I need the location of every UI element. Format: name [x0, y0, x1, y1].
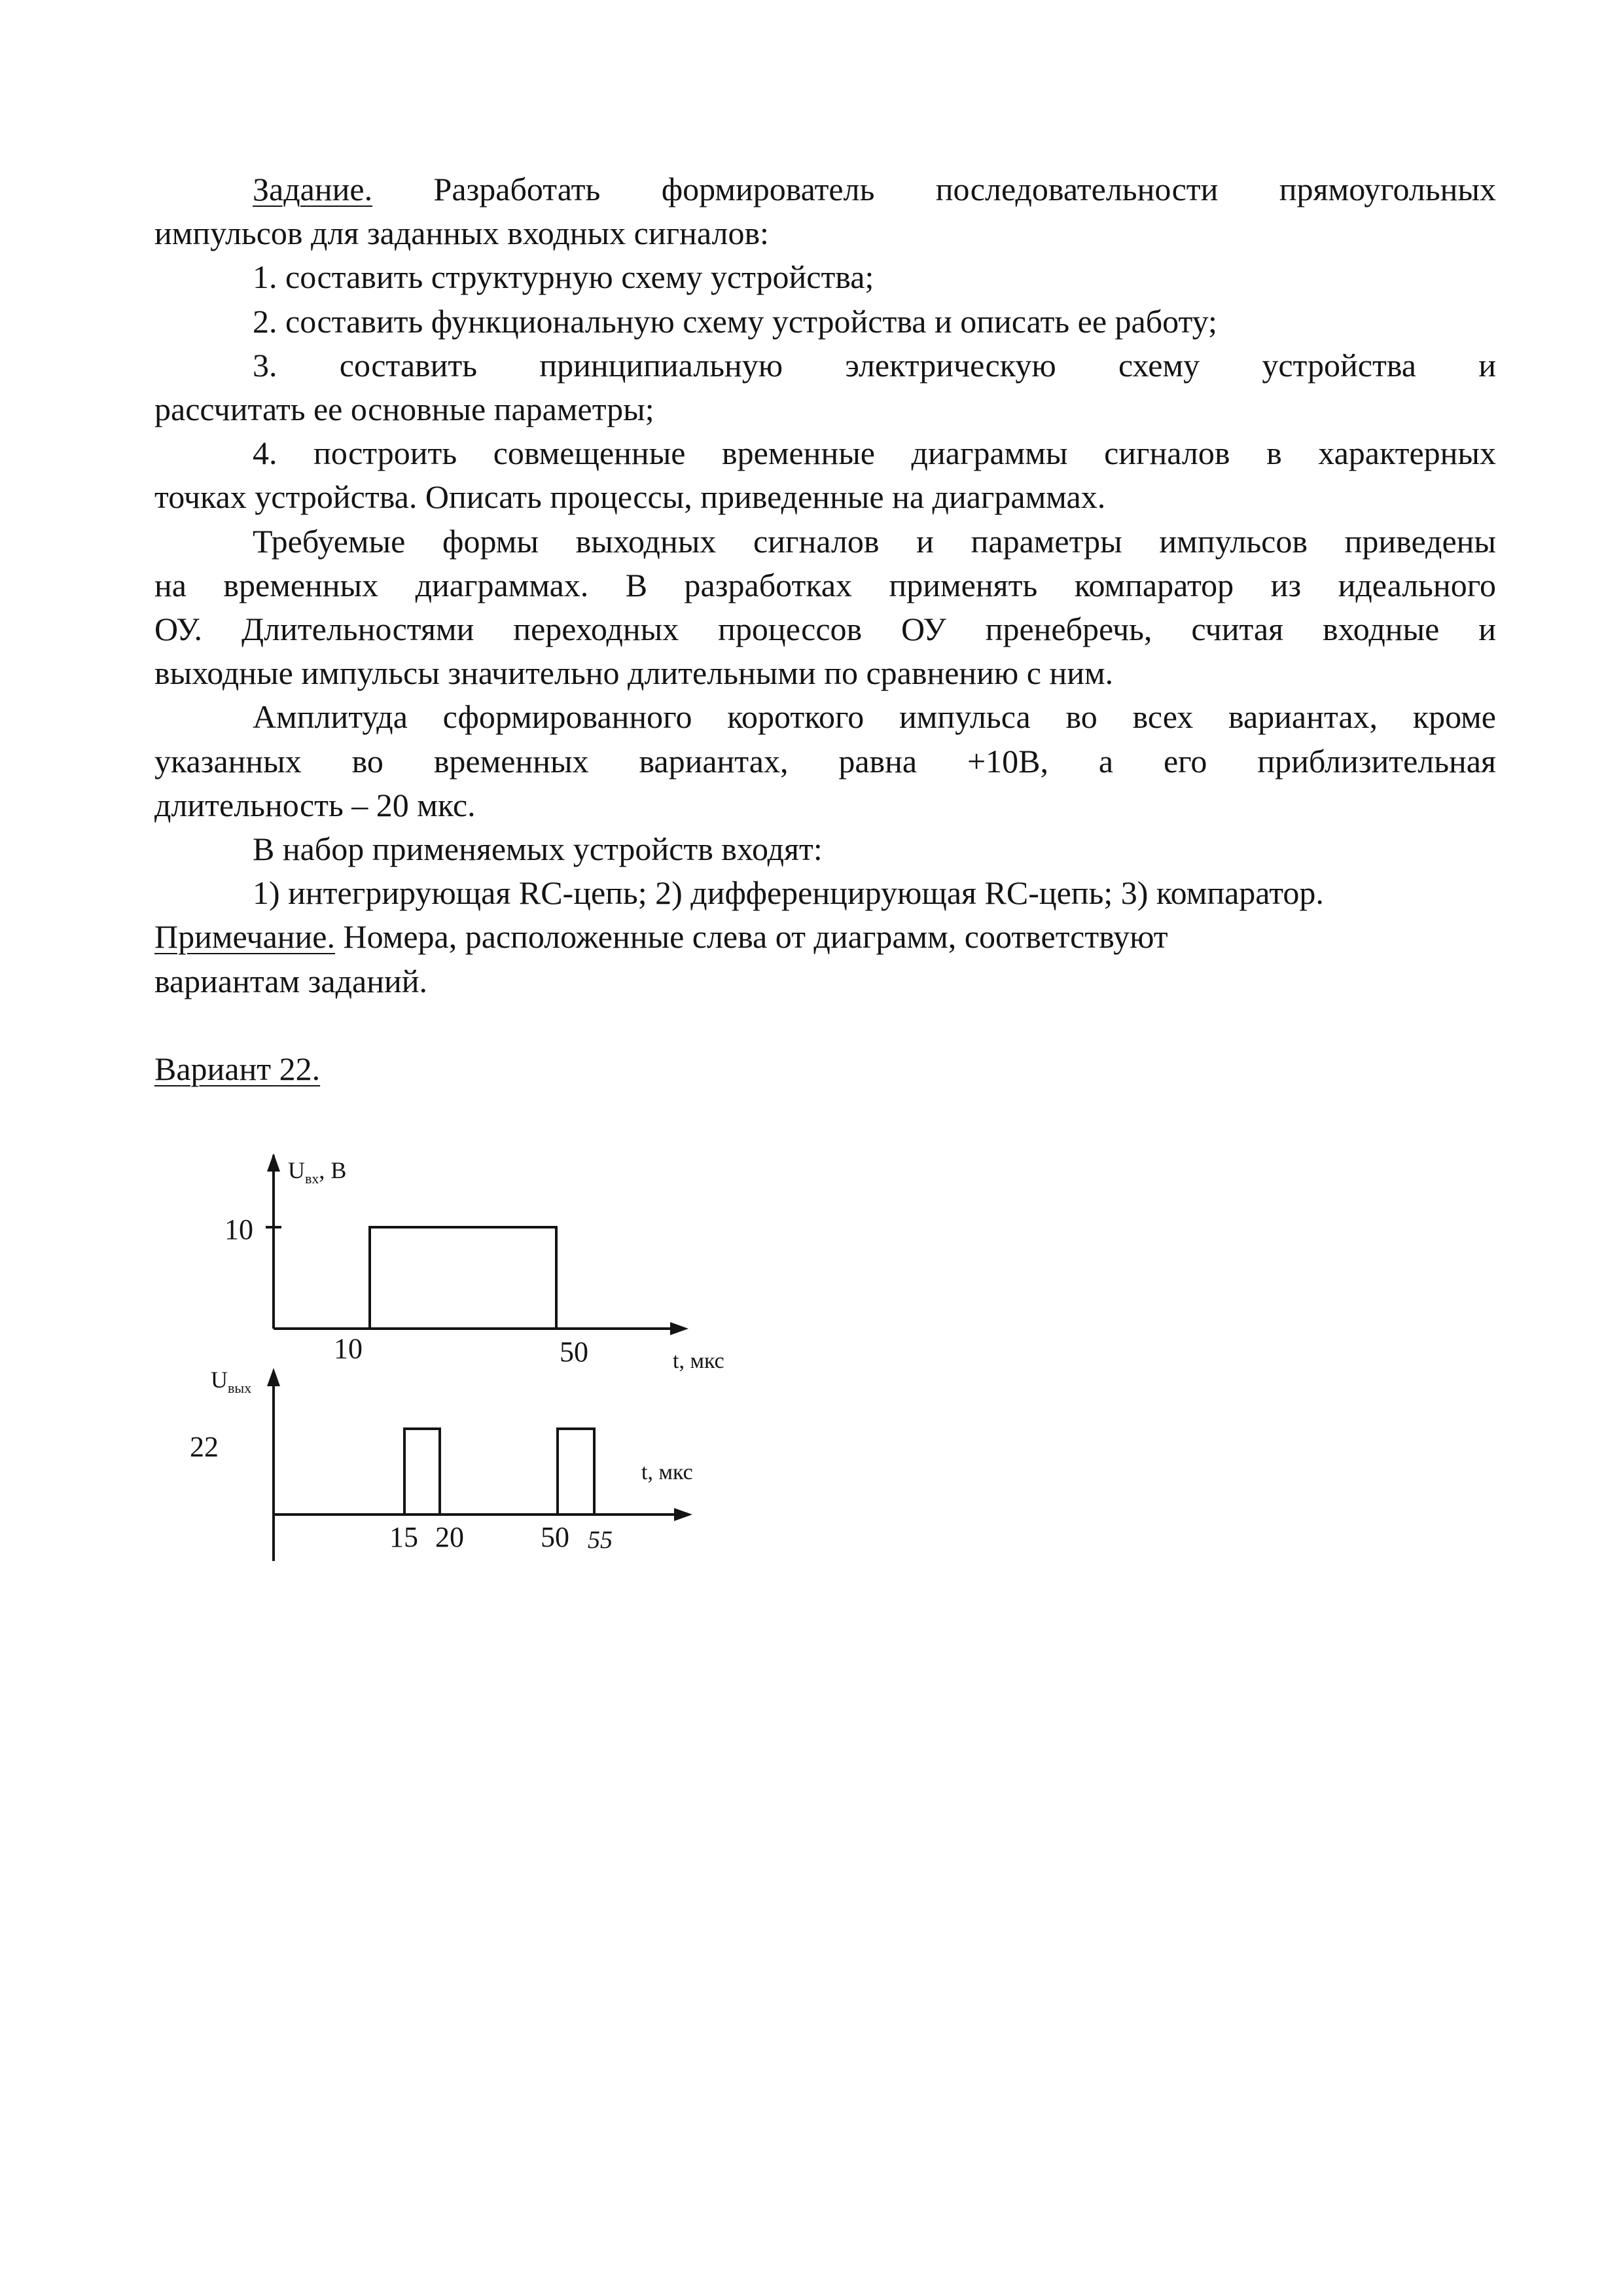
para-amp-line-2: указанных во временных вариантах, равна +10В, а его приблизительная [154, 742, 1496, 780]
para-amp-line-1: Амплитуда сформированного короткого импульса во всех вариантах, кроме [253, 698, 1496, 736]
para-forms-line-4: выходные импульсы значительно длительными по сравнению с ним. [154, 655, 1114, 692]
task-step-1: 1. составить структурную схему устройства; [253, 259, 874, 296]
output-x-tick-15: 15 [389, 1521, 418, 1553]
para-forms-line-2: на временных диаграммах. В разработках применять компаратор из идеального [154, 566, 1496, 603]
input-y-label: $U_{вх}$, В [288, 1157, 347, 1187]
variant-label: Вариант 22. [154, 1050, 321, 1087]
note-line-2: вариантам заданий. [154, 962, 427, 999]
note-label: Примечание. [154, 918, 336, 956]
output-x-arrow [674, 1508, 692, 1521]
input-y-arrow [267, 1153, 280, 1172]
input-pulse [274, 1227, 556, 1329]
para-forms-line-1: Требуемые формы выходных сигналов и параметры импульсов приведены [253, 522, 1496, 560]
input-x-axis-label: t, мкс [673, 1349, 724, 1373]
set-intro: В набор применяемых устройств входят: [253, 831, 823, 868]
output-pulse-1 [404, 1429, 440, 1515]
variant-number-label: 22 [190, 1431, 219, 1463]
output-x-axis-label: t, мкс [641, 1460, 693, 1484]
output-x-tick-20: 20 [435, 1521, 464, 1553]
output-pulse-2 [558, 1429, 594, 1515]
para-forms-line-3: ОУ. Длительностями переходных процессов ОУ пренебречь, считая входные и [154, 611, 1496, 648]
task-step-4-rest: точках устройства. Описать процессы, приведенные на диаграммах. [154, 478, 1106, 516]
output-y-arrow [267, 1368, 280, 1386]
para-amp-line-3: длительность – 20 мкс. [154, 786, 476, 823]
set-items: 1) интегрирующая RC-цепь; 2) дифференцирующая RC-цепь; 3) компаратор. [253, 874, 1324, 912]
input-x-tick-50: 50 [560, 1336, 588, 1368]
task-step-3-rest: рассчитать ее основные параметры; [154, 391, 654, 428]
task-step-3-first: 3. составить принципиальную электрическую схему устройства и [253, 346, 1496, 384]
output-signal-plot [274, 1381, 681, 1561]
task-intro-first: Разработать формирователь последовательности прямоугольных [433, 171, 1496, 207]
output-y-label: $U_{вых}$ [211, 1367, 252, 1396]
input-y-tick-label: 10 [224, 1213, 253, 1246]
input-x-tick-10: 10 [334, 1333, 363, 1365]
input-x-arrow [670, 1322, 688, 1335]
output-x-tick-50: 50 [541, 1521, 569, 1553]
task-intro-rest: импульсов для заданных входных сигналов: [154, 215, 769, 252]
note-text-1: Номера, расположенные слева от диаграмм, соответствуют [343, 918, 1168, 956]
task-step-2: 2. составить функциональную схему устройства и описать ее работу; [253, 302, 1217, 340]
task-step-4-first: 4. построить совмещенные временные диаграммы сигналов в характерных [253, 435, 1496, 472]
output-x-tick-55: 55 [588, 1526, 613, 1554]
task-label: Задание. [253, 171, 373, 207]
